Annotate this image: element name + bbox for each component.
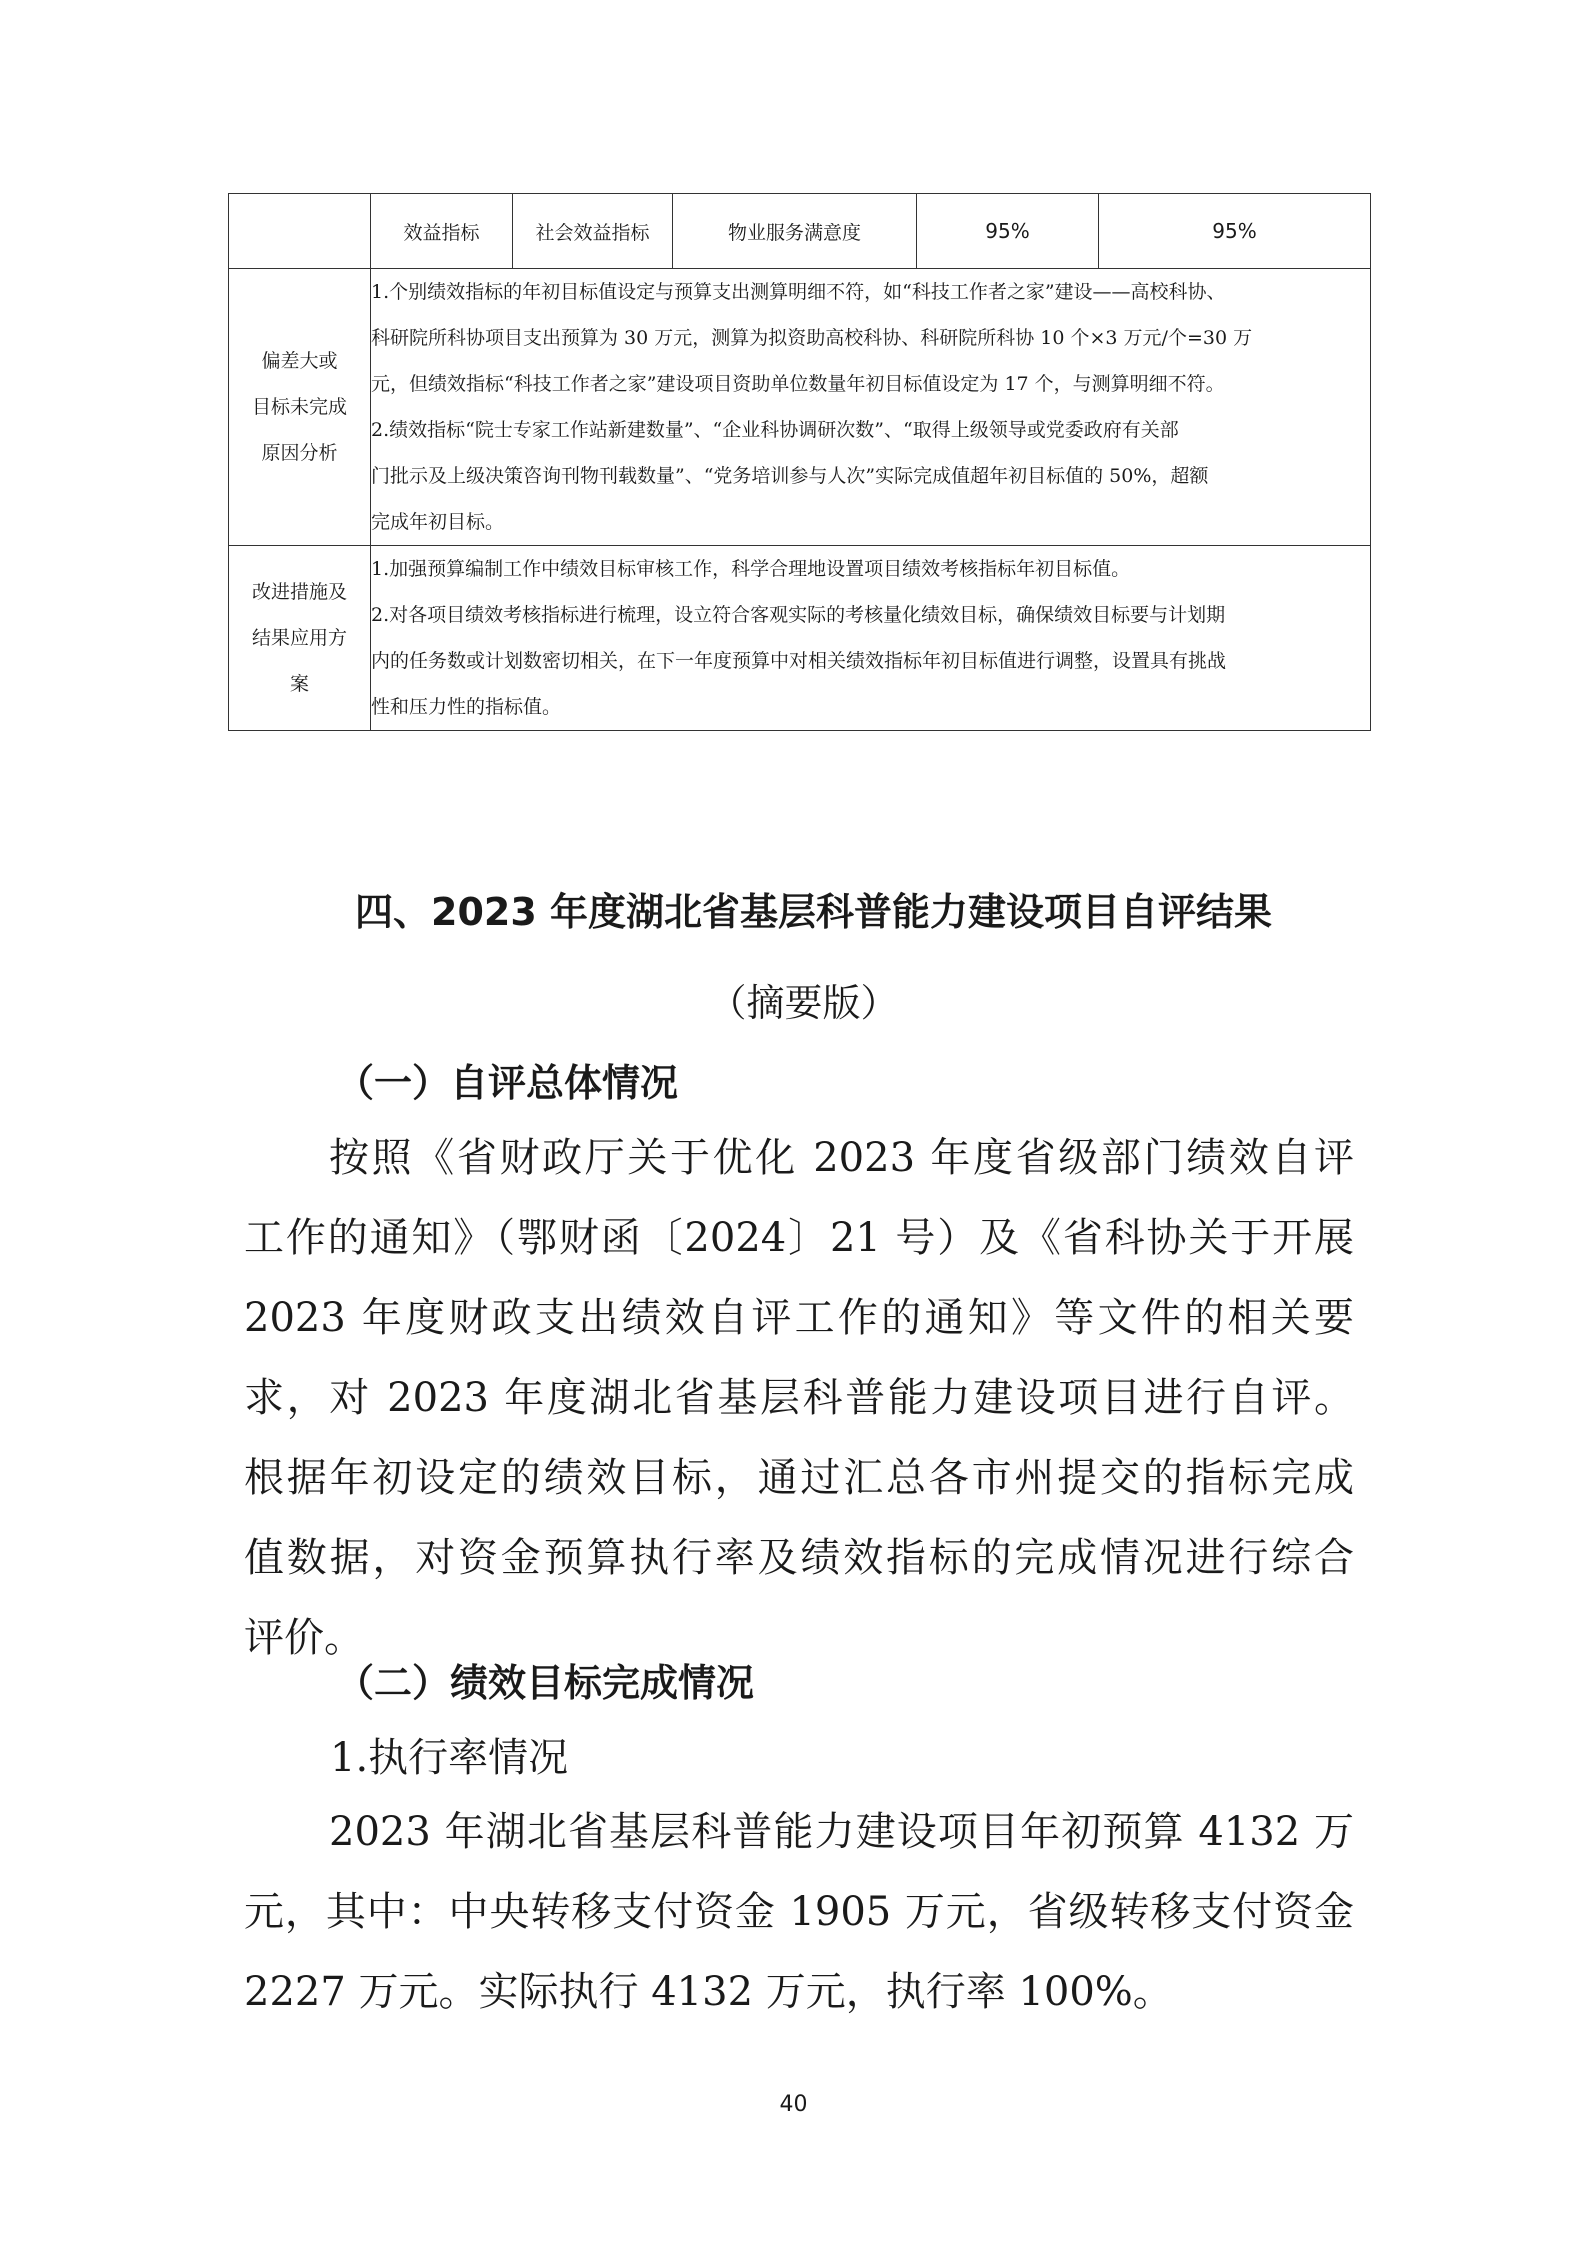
label-line: 偏差大或 (261, 350, 338, 372)
paragraph-line: 元，其中：中央转移支付资金 1905 万元，省级转移支付资金 (244, 1889, 1354, 1935)
label-line: 原因分析 (261, 442, 338, 464)
table-cell-subcategory: 社会效益指标 (513, 194, 673, 269)
section-subtitle: （摘要版） (708, 981, 899, 1025)
content-line: 科研院所科协项目支出预算为 30 万元，测算为拟资助高校科协、科研院所科协 10 个×3 万元/个=30 万 (371, 327, 1253, 349)
table-cell-deviation-content (371, 269, 1371, 546)
table-cell-improvement-label (229, 546, 371, 731)
table-row (229, 269, 1371, 546)
content-line: 内的任务数或计划数密切相关，在下一年度预算中对相关绩效指标年初目标值进行调整，设置具有挑战 (371, 650, 1227, 672)
table-cell-indicator: 物业服务满意度 (673, 194, 917, 269)
content-line: 门批示及上级决策咨询刊物刊载数量”、“党务培训参与人次”实际完成值超年初目标值的 50%，超额 (371, 465, 1209, 487)
paragraph-overall (244, 1118, 1354, 1678)
content-line: 1.加强预算编制工作中绩效目标审核工作，科学合理地设置项目绩效考核指标年初目标值。 (371, 558, 1131, 580)
label-line: 结果应用方 (251, 627, 347, 649)
table-cell-category: 效益指标 (371, 194, 513, 269)
table-cell-actual: 95% (1099, 194, 1371, 269)
heading-targets: （二）绩效目标完成情况 (336, 1660, 755, 1705)
paragraph-line: 根据年初设定的绩效目标，通过汇总各市州提交的指标完成 (244, 1455, 1354, 1501)
paragraph-line: 求，对 2023 年度湖北省基层科普能力建设项目进行自评。 (244, 1375, 1354, 1421)
paragraph-line: 2023 年湖北省基层科普能力建设项目年初预算 4132 万 (329, 1809, 1354, 1855)
paragraph-line: 2227 万元。实际执行 4132 万元，执行率 100%。 (244, 1969, 1173, 2015)
paragraph-line: 工作的通知》（鄂财函〔2024〕21 号）及《省科协关于开展 (244, 1215, 1354, 1261)
label-line: 改进措施及 (251, 581, 347, 603)
content-line: 2.绩效指标“院士专家工作站新建数量”、“企业科协调研次数”、“取得上级领导或党委政府有关部 (371, 419, 1179, 441)
label-line: 目标未完成 (251, 396, 347, 418)
table-cell-deviation-label (229, 269, 371, 546)
table-cell-improvement-content (371, 546, 1371, 731)
content-line: 元，但绩效指标“科技工作者之家”建设项目资助单位数量年初目标值设定为 17 个，与测算明细不符。 (371, 373, 1225, 395)
paragraph-line: 按照《省财政厅关于优化 2023 年度省级部门绩效自评 (329, 1135, 1354, 1181)
section-title: 四、2023 年度湖北省基层科普能力建设项目自评结果 (355, 890, 1272, 934)
paragraph-execution (244, 1792, 1354, 2032)
paragraph-line: 值数据，对资金预算执行率及绩效指标的完成情况进行综合 (244, 1535, 1354, 1581)
performance-table (228, 193, 1371, 731)
page-number: 40 (779, 2092, 808, 2117)
table-row (229, 546, 1371, 731)
table-cell-empty (229, 194, 371, 269)
paragraph-line: 2023 年度财政支出绩效自评工作的通知》等文件的相关要 (244, 1295, 1354, 1341)
content-line: 2.对各项目绩效考核指标进行梳理，设立符合客观实际的考核量化绩效目标，确保绩效目标要与计划期 (371, 604, 1226, 626)
content-line: 性和压力性的指标值。 (371, 696, 562, 718)
item-execution-rate: 1.执行率情况 (330, 1735, 569, 1781)
table-row (229, 194, 1371, 269)
table-cell-target: 95% (917, 194, 1099, 269)
paragraph-line: 评价。 (244, 1615, 364, 1661)
heading-overall: （一）自评总体情况 (336, 1060, 679, 1105)
label-line: 案 (289, 673, 309, 695)
content-line: 1.个别绩效指标的年初目标值设定与预算支出测算明细不符，如“科技工作者之家”建设——高校科协、 (371, 281, 1226, 303)
content-line: 完成年初目标。 (371, 511, 505, 533)
